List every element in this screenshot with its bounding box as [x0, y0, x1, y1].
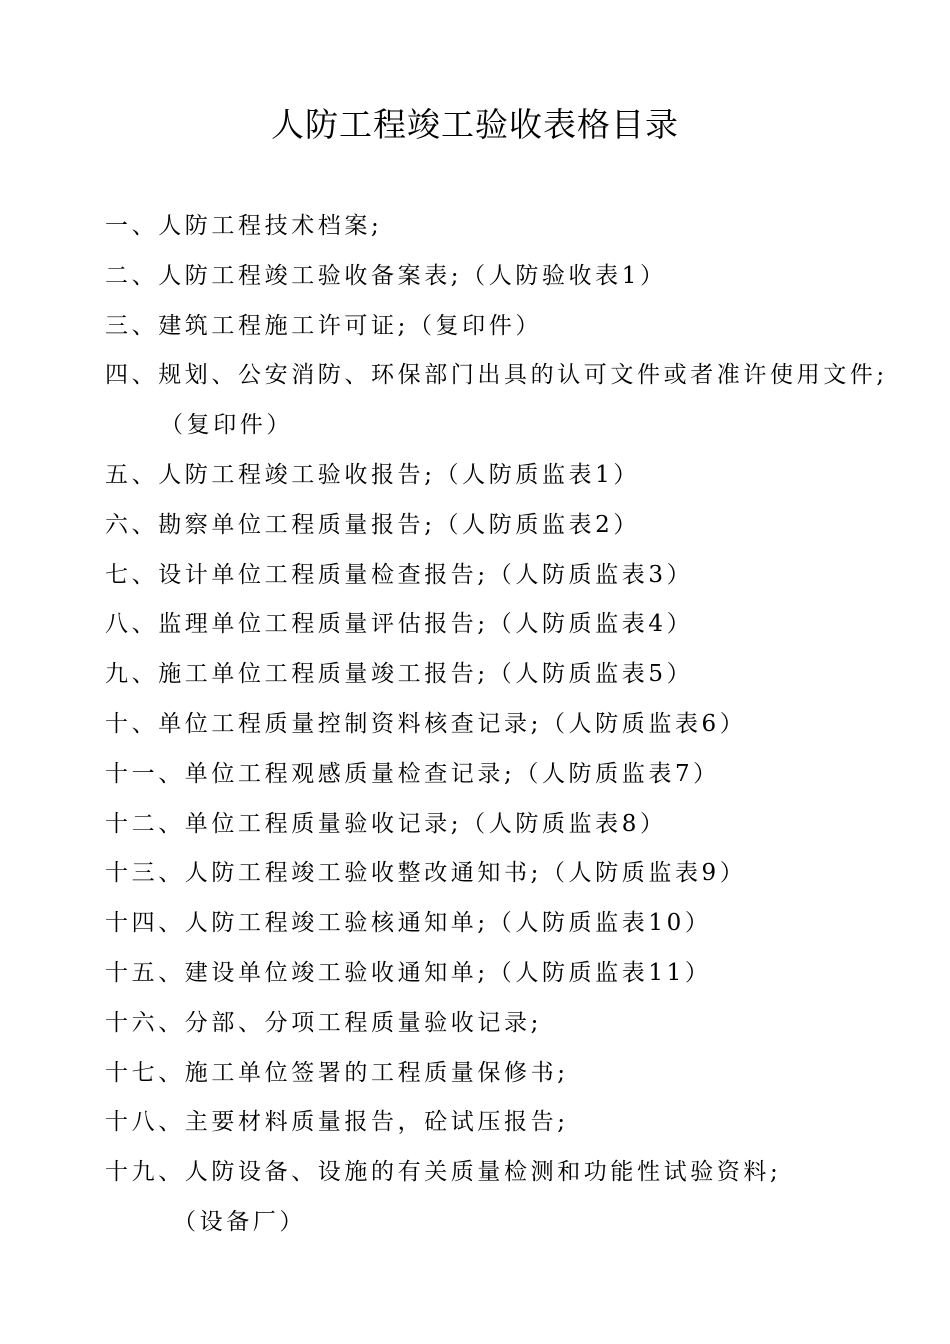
catalog-item-5: 五、人防工程竣工验收报告;（人防质监表1）: [105, 461, 640, 488]
catalog-item-15: 十五、建设单位竣工验收通知单;（人防质监表11）: [105, 959, 712, 986]
catalog-item-19: 十九、人防设备、设施的有关质量检测和功能性试验资料;: [105, 1159, 782, 1186]
catalog-item-13: 十三、人防工程竣工验收整改通知书;（人防质监表9）: [105, 860, 747, 887]
catalog-list: [105, 202, 935, 1248]
catalog-item-9: 九、施工单位工程质量竣工报告;（人防质监表5）: [105, 661, 694, 688]
document-title: 人防工程竣工验收表格目录: [271, 105, 679, 144]
catalog-item-8: 八、监理单位工程质量评估报告;（人防质监表4）: [105, 611, 694, 638]
catalog-item-1: 一、人防工程技术档案;: [105, 213, 383, 239]
catalog-item-18: 十八、主要材料质量报告，砼试压报告;: [105, 1109, 569, 1136]
catalog-item-11: 十一、单位工程观感质量检查记录;（人防质监表7）: [105, 760, 720, 787]
catalog-item-4-continuation: （复印件）: [160, 412, 293, 439]
catalog-item-14: 十四、人防工程竣工验核通知单;（人防质监表10）: [105, 910, 712, 937]
catalog-item-3: 三、建筑工程施工许可证;（复印件）: [105, 312, 542, 339]
catalog-item-19-continuation: （设备厂）: [173, 1208, 306, 1235]
catalog-item-12: 十二、单位工程质量验收记录;（人防质监表8）: [105, 810, 667, 837]
catalog-item-4: 四、规划、公安消防、环保部门出具的认可文件或者准许使用文件;: [105, 362, 888, 389]
catalog-item-16: 十六、分部、分项工程质量验收记录;: [105, 1009, 542, 1036]
catalog-item-7: 七、设计单位工程质量检查报告;（人防质监表3）: [105, 561, 694, 588]
catalog-item-2: 二、人防工程竣工验收备案表;（人防验收表1）: [105, 262, 667, 289]
catalog-item-10: 十、单位工程质量控制资料核查记录;（人防质监表6）: [105, 710, 747, 737]
catalog-item-6: 六、勘察单位工程质量报告;（人防质监表2）: [105, 511, 640, 538]
catalog-item-17: 十七、施工单位签署的工程质量保修书;: [105, 1059, 569, 1086]
